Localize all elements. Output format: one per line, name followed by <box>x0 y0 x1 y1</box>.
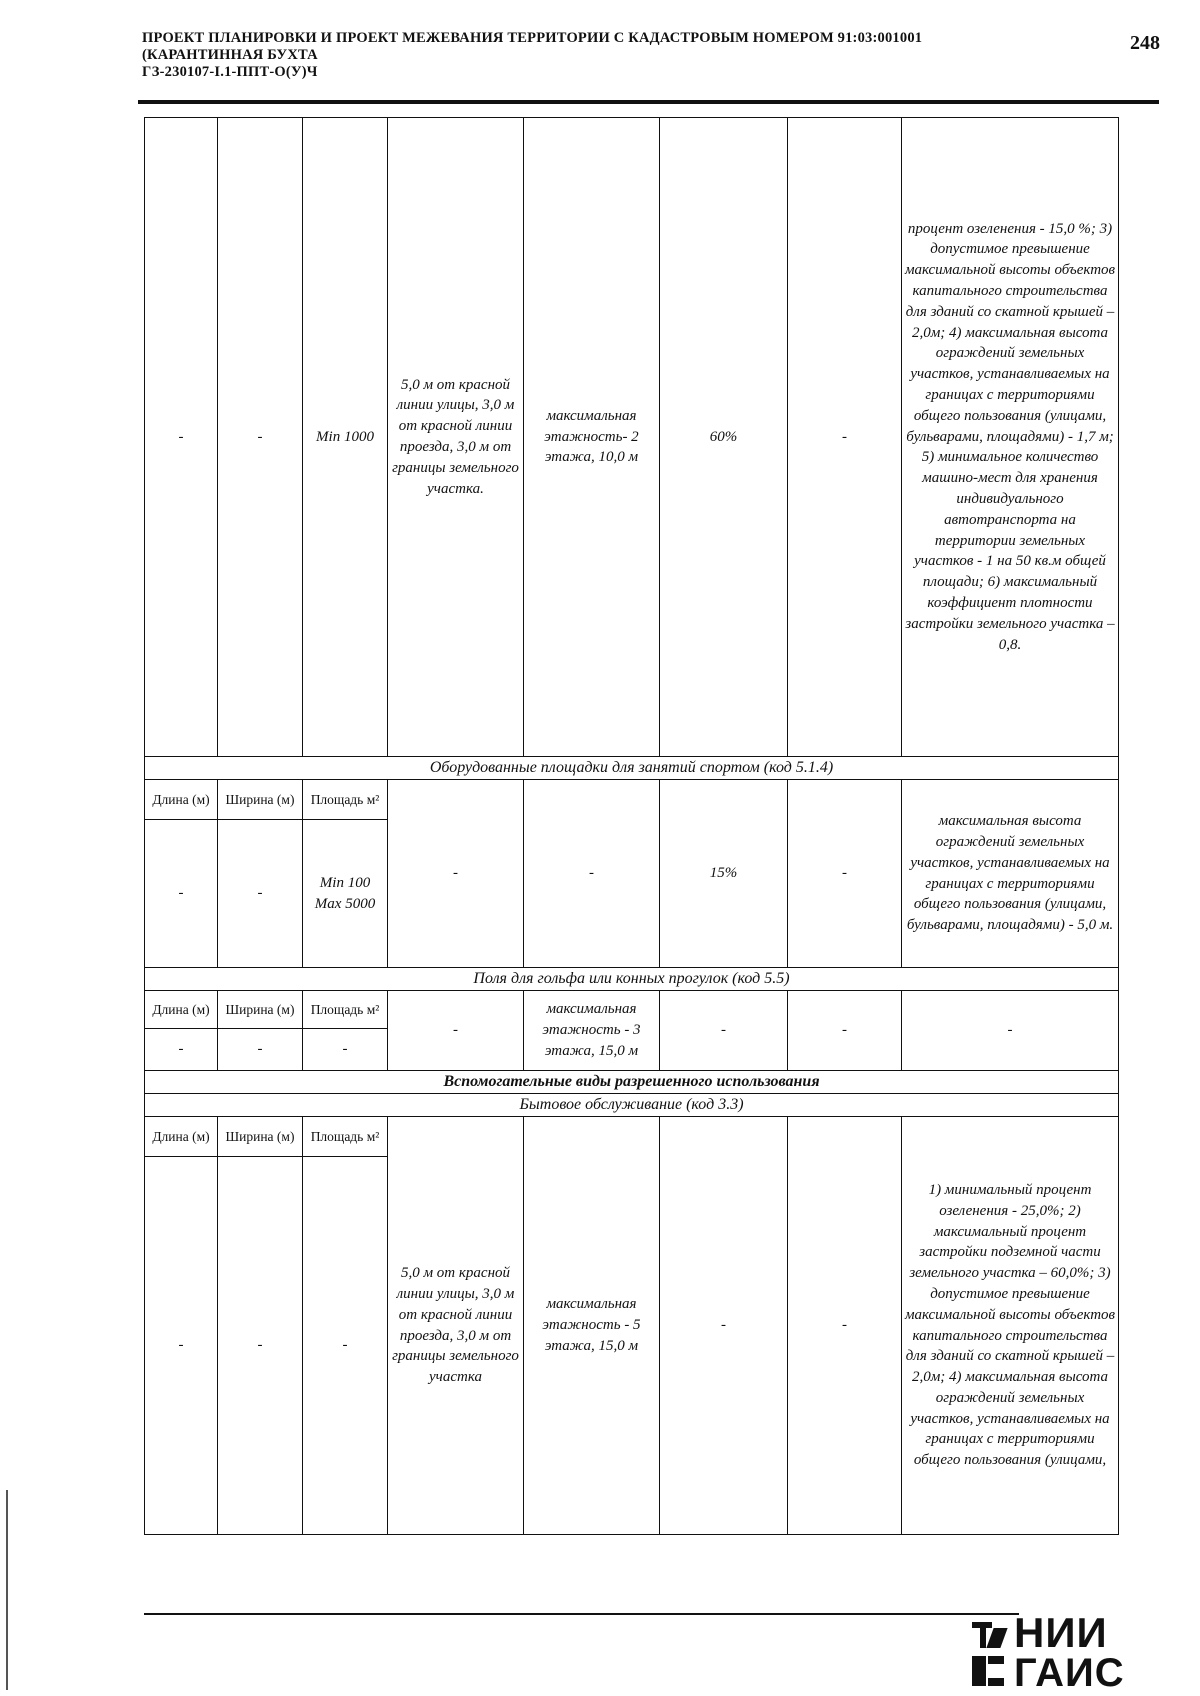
area-max: Max 5000 <box>314 895 376 912</box>
area-cell: - <box>303 1029 388 1071</box>
other-cell: - <box>788 1117 902 1535</box>
width-cell: - <box>218 1157 303 1535</box>
table-row <box>145 991 1119 1029</box>
length-cell: - <box>145 1157 218 1535</box>
table-row <box>145 780 1119 820</box>
logo-mark-bar <box>986 1628 1007 1648</box>
length-header: Длина (м) <box>145 780 218 820</box>
length-cell: - <box>145 820 218 968</box>
width-cell: - <box>218 1029 303 1071</box>
notes-cell: - <box>902 991 1119 1071</box>
other-cell: - <box>788 118 902 757</box>
width-cell: - <box>218 820 303 968</box>
aux-uses-title: Вспомогательные виды разрешенного использования <box>145 1071 1119 1094</box>
area-cell: - <box>303 1157 388 1535</box>
floors-cell: максимальная этажность - 5 этажа, 15,0 м <box>524 1117 660 1535</box>
length-cell: - <box>145 118 218 757</box>
page-number: 248 <box>1130 32 1160 54</box>
width-header: Ширина (м) <box>218 991 303 1029</box>
width-cell: - <box>218 118 303 757</box>
header-code: ГЗ-230107-I.1-ППТ-О(У)Ч <box>142 64 318 80</box>
section-title: Поля для гольфа или конных прогулок (код 5.5) <box>145 968 1119 991</box>
section-title: Бытовое обслуживание (код 3.3) <box>145 1094 1119 1117</box>
nii-gais-logo <box>970 1609 1170 1696</box>
percent-cell: 60% <box>660 118 788 757</box>
width-header: Ширина (м) <box>218 1117 303 1157</box>
floors-cell: - <box>524 780 660 968</box>
setbacks-cell: 5,0 м от красной линии улицы, 3,0 м от красной линии проезда, 3,0 м от границы земельного участка <box>388 1117 524 1535</box>
table-row <box>145 118 1119 757</box>
header-title: ПРОЕКТ ПЛАНИРОВКИ И ПРОЕКТ МЕЖЕВАНИЯ ТЕРРИТОРИИ С КАДАСТРОВЫМ НОМЕРОМ 91:03:001001 <box>142 30 923 46</box>
floors-cell: максимальная этажность- 2 этажа, 10,0 м <box>524 118 660 757</box>
area-header: Площадь м² <box>303 1117 388 1157</box>
setbacks-cell: - <box>388 780 524 968</box>
notes-cell: 1) минимальный процент озеленения - 25,0%; 2) максимальный процент застройки подземной части земельного участка – 60,0%; 3) допустимое превышение максимальной высоты объектов капитального строительства для зданий со скатной крышей – 2,0м; 4) максимальная высота ограждений земельных участков, устанавливаемых на границах с территориями общего пользования (улицами, <box>902 1117 1119 1535</box>
percent-cell: - <box>660 1117 788 1535</box>
floors-cell: максимальная этажность - 3 этажа, 15,0 м <box>524 991 660 1071</box>
percent-cell: 15% <box>660 780 788 968</box>
area-cell <box>303 820 388 968</box>
length-header: Длина (м) <box>145 991 218 1029</box>
section-title-row <box>145 1071 1119 1094</box>
notes-cell: процент озеленения - 15,0 %; 3) допустимое превышение максимальной высоты объектов капитального строительства для зданий со скатной крышей – 2,0м; 4) максимальная высота ограждений земельных участков, устанавливаемых на границах с территориями общего пользования (улицами, бульварами, площадями) - 1,7 м; 5) минимальное количество машино-мест для хранения индивидуального автотранспорта на территории земельных участков - 1 на 50 кв.м общей площади; 6) максимальный коэффициент плотности застройки земельного участка – 0,8. <box>902 118 1119 757</box>
logo-mark-bar <box>988 1656 1004 1664</box>
section-title-row <box>145 1094 1119 1117</box>
setbacks-cell: - <box>388 991 524 1071</box>
logo-mark-bar <box>988 1678 1004 1686</box>
area-header: Площадь м² <box>303 780 388 820</box>
section-title: Оборудованные площадки для занятий спортом (код 5.1.4) <box>145 757 1119 780</box>
logo-line1: НИИ <box>1014 1609 1108 1656</box>
length-header: Длина (м) <box>145 1117 218 1157</box>
notes-cell: максимальная высота ограждений земельных участков, устанавливаемых на границах с территориями общего пользования (улицами, бульварами, площадями) - 5,0 м. <box>902 780 1119 968</box>
document-header <box>142 30 1092 81</box>
area-cell: Min 1000 <box>303 118 388 757</box>
header-rule <box>138 100 1159 104</box>
header-subtitle: (КАРАНТИННАЯ БУХТА <box>142 47 318 63</box>
footer-rule <box>144 1613 1019 1615</box>
other-cell: - <box>788 991 902 1071</box>
area-header: Площадь м² <box>303 991 388 1029</box>
area-min: Min 100 <box>319 874 371 891</box>
section-title-row <box>145 757 1119 780</box>
table-row <box>145 1117 1119 1157</box>
parameters-table <box>144 117 1119 1535</box>
logo-line2: ГАИС <box>1014 1651 1125 1695</box>
setbacks-cell: 5,0 м от красной линии улицы, 3,0 м от красной линии проезда, 3,0 м от границы земельного участка. <box>388 118 524 757</box>
length-cell: - <box>145 1029 218 1071</box>
percent-cell: - <box>660 991 788 1071</box>
logo-mark-bar <box>980 1622 986 1648</box>
other-cell: - <box>788 780 902 968</box>
section-title-row <box>145 968 1119 991</box>
width-header: Ширина (м) <box>218 780 303 820</box>
scan-margin-line <box>6 1490 8 1690</box>
logo-mark-bar <box>972 1656 986 1686</box>
